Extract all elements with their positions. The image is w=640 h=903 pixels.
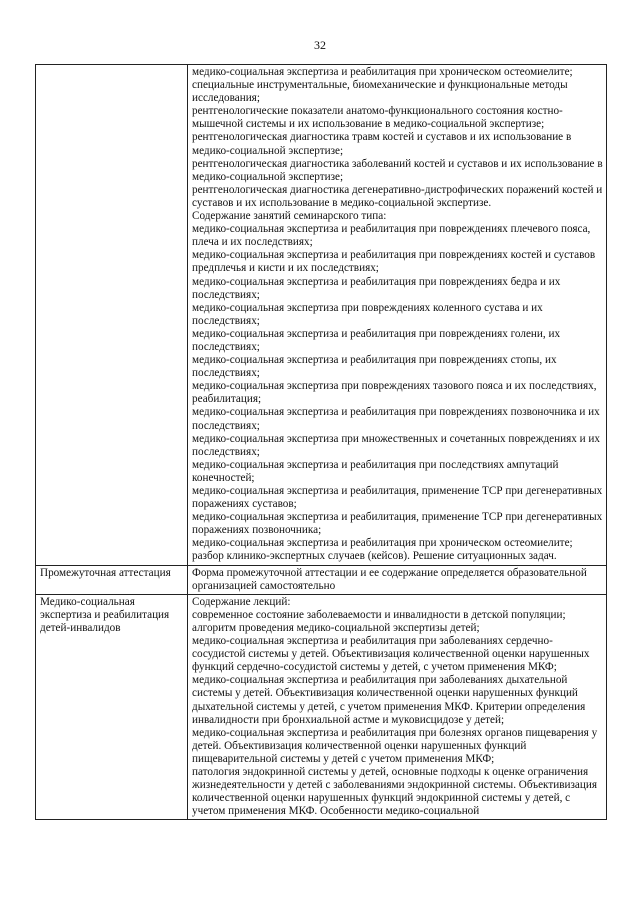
content-line: специальные инструментальные, биомеханические и функциональные методы исследования; — [192, 79, 568, 105]
content-line: медико-социальная экспертиза и реабилитация при последствиях ампутаций конечностей; — [192, 458, 559, 484]
content-line: медико-социальная экспертиза и реабилитация при заболеваниях дыхательной системы у детей. Объективизация количественной оценки нарушенных функций дыхательной системы у детей, с учетом применения МКФ. Критерии определения инвалидности при бронхиальной астме и муковисцидозе у детей; — [192, 674, 586, 726]
content-line: медико-социальная экспертиза и реабилитация при хроническом остеомиелите; — [192, 537, 573, 550]
content-line: патология эндокринной системы у детей, основные подходы к оценке ограничения жизнедеятельности у детей с заболеваниями эндокринной системы. Объективизация количественной оценки нарушенных функций эндокринной системы у детей, с учетом применения МКФ. Особенности медико-социальной — [192, 765, 597, 818]
content-line: медико-социальная экспертиза и реабилитация, применение ТСР при дегенеративных поражениях позвоночника; — [192, 511, 603, 537]
content-line: медико-социальная экспертиза и реабилитация при хроническом остеомиелите; — [192, 66, 573, 78]
content-line: медико-социальная экспертиза и реабилитация, применение ТСР при дегенеративных поражениях суставов; — [192, 485, 603, 511]
table-row — [36, 65, 607, 566]
table-row — [36, 594, 607, 820]
content-line: Содержание лекций: — [192, 595, 291, 608]
curriculum-table — [35, 64, 607, 820]
content-line: Форма промежуточной аттестации и ее содержание определяется образовательной организацией самостоятельно — [192, 566, 587, 592]
row-title: Медико-социальная экспертиза и реабилитация детей-инвалидов — [36, 594, 188, 820]
content-line: Содержание занятий семинарского типа: — [192, 210, 387, 223]
page-number: 32 — [314, 38, 326, 52]
content-line: современное состояние заболеваемости и инвалидности в детской популяции; — [192, 608, 566, 621]
content-line: медико-социальная экспертиза и реабилитация при повреждениях плечевого пояса, плеча и их последствиях; — [192, 223, 591, 249]
row-content — [188, 65, 607, 566]
content-line: медико-социальная экспертиза при повреждениях коленного сустава и их последствиях; — [192, 301, 543, 327]
content-line: рентгенологическая диагностика травм костей и суставов и их использование в медико-социальной экспертизе; — [192, 131, 572, 157]
table-row — [36, 565, 607, 594]
content-line: медико-социальная экспертиза и реабилитация при болезнях органов пищеварения у детей. Объективизация количественной оценки нарушенных функций пищеварительной системы у детей с учетом применения МКФ; — [192, 726, 598, 765]
content-line: медико-социальная экспертиза и реабилитация при повреждениях голени, их последствиях; — [192, 327, 561, 353]
content-line: медико-социальная экспертиза и реабилитация при повреждениях стопы, их последствиях; — [192, 354, 557, 380]
content-line: медико-социальная экспертиза и реабилитация при повреждениях костей и суставов предплечья и кисти и их последствиях; — [192, 249, 596, 275]
row-title — [36, 65, 188, 566]
content-line: рентгенологическая диагностика заболеваний костей и суставов и их использование в медико-социальной экспертизе; — [192, 157, 603, 183]
content-line: рентгенологическая диагностика дегенеративно-дистрофических поражений костей и суставов и их использование в медико-социальной экспертизе. — [192, 183, 603, 209]
content-line: медико-социальная экспертиза при множественных и сочетанных повреждениях и их последствиях; — [192, 432, 601, 458]
row-content — [188, 594, 607, 820]
content-line: алгоритм проведения медико-социальной экспертизы детей; — [192, 621, 480, 634]
row-content — [188, 565, 607, 594]
content-line: медико-социальная экспертиза и реабилитация при заболеваниях сердечно-сосудистой системы у детей. Объективизация количественной оценки нарушенных функций сердечно-сосудистой системы у детей, с учетом применения МКФ; — [192, 635, 590, 674]
content-line: медико-социальная экспертиза и реабилитация при повреждениях бедра и их последствиях; — [192, 275, 561, 301]
row-title: Промежуточная аттестация — [36, 565, 188, 594]
content-line: разбор клинико-экспертных случаев (кейсов). Решение ситуационных задач. — [192, 550, 557, 563]
content-line: медико-социальная экспертиза и реабилитация при повреждениях позвоночника и их последствиях; — [192, 406, 600, 432]
content-line: рентгенологические показатели анатомо-функционального состояния костно-мышечной системы и их использование в медико-социальной экспертизе; — [192, 105, 563, 131]
content-line: медико-социальная экспертиза при повреждениях тазового пояса и их последствиях, реабилитация; — [192, 380, 597, 406]
